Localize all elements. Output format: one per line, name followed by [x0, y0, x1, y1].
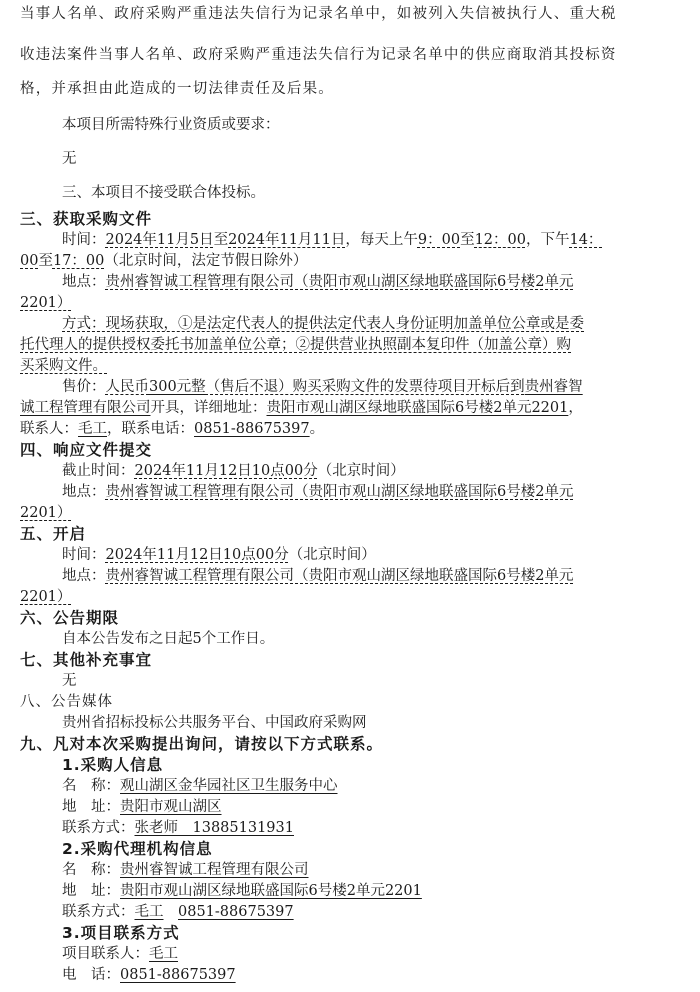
project-phone: 0851-88675397 — [120, 967, 236, 983]
s3-price-line: 售价：人民币300元整（售后不退）购买采购文件的发票待项目开标后到贵州睿智 — [62, 379, 583, 395]
buyer-name-line: 名 称：观山湖区金华园社区卫生服务中心 — [62, 778, 338, 794]
s4-deadline: 2024年11月12日10点00分 — [134, 463, 318, 479]
agent-phone: 0851-88675397 — [178, 904, 294, 920]
s3-method-line-1: 方式：现场获取，①是法定代表人的提供法定代表人身份证明加盖单位公章或是委 — [62, 316, 584, 332]
project-phone-line: 电 话：0851-88675397 — [62, 967, 236, 983]
s3-time-line-cont: 00至17：00（北京时间，法定节假日除外） — [20, 253, 308, 269]
consortium-statement: 三、本项目不接受联合体投标。 — [62, 185, 265, 201]
buyer-info-heading: 1.采购人信息 — [62, 756, 164, 774]
s4-place-line: 地点：贵州睿智诚工程管理有限公司（贵阳市观山湖区绿地联盛国际6号楼2单元 — [62, 484, 574, 500]
s3-place-value: 贵州睿智诚工程管理有限公司（贵阳市观山湖区绿地联盛国际6号楼2单元 — [105, 274, 574, 290]
section-5-heading: 五、开启 — [20, 525, 87, 543]
agent-name-line: 名 称：贵州睿智诚工程管理有限公司 — [62, 862, 309, 878]
special-requirement-label: 本项目所需特殊行业资质或要求： — [62, 117, 280, 133]
buyer-contact-line: 联系方式：张老师 13885131931 — [62, 820, 294, 836]
s3-place-line-cont: 2201） — [20, 295, 72, 311]
buyer-address-line: 地 址：贵阳市观山湖区 — [62, 799, 222, 815]
project-contact: 毛工 — [149, 946, 178, 962]
s3-method-line-3: 买采购文件。 — [20, 358, 107, 374]
section-3-heading: 三、获取采购文件 — [20, 210, 153, 228]
agent-address: 贵阳市观山湖区绿地联盛国际6号楼2单元2201 — [120, 883, 422, 899]
s3-time-start: 2024年11月5日 — [105, 232, 214, 248]
project-contact-heading: 3.项目联系方式 — [62, 924, 180, 942]
s3-price-line-cont: 诚工程管理有限公司开具，详细地址：贵阳市观山湖区绿地联盛国际6号楼2单元2201， — [20, 400, 583, 416]
project-contact-line: 项目联系人：毛工 — [62, 946, 178, 962]
section-4-heading: 四、响应文件提交 — [20, 441, 153, 459]
section-8-heading: 八、公告媒体 — [20, 694, 113, 710]
agent-address-line: 地 址：贵阳市观山湖区绿地联盛国际6号楼2单元2201 — [62, 883, 422, 899]
s5-place-line: 地点：贵州睿智诚工程管理有限公司（贵阳市观山湖区绿地联盛国际6号楼2单元 — [62, 568, 574, 584]
s8-text: 贵州省招标投标公共服务平台、中国政府采购网 — [62, 715, 367, 731]
s4-deadline-line: 截止时间：2024年11月12日10点00分（北京时间） — [62, 463, 405, 479]
agent-info-heading: 2.采购代理机构信息 — [62, 840, 213, 858]
agent-contact-line: 联系方式：毛工 0851-88675397 — [62, 904, 294, 920]
s3-time-line: 时间：2024年11月5日至2024年11月11日，每天上午9：00至12：00，下午14： — [62, 232, 603, 248]
s5-time-line: 时间：2024年11月12日10点00分（北京时间） — [62, 547, 376, 563]
s3-place-line: 地点：贵州睿智诚工程管理有限公司（贵阳市观山湖区绿地联盛国际6号楼2单元 — [62, 274, 574, 290]
s3-contact-line: 联系人：毛工，联系电话：0851-88675397。 — [20, 421, 325, 437]
s3-time-end: 2024年11月11日 — [228, 232, 346, 248]
agent-name: 贵州睿智诚工程管理有限公司 — [120, 862, 309, 878]
s4-place-line-cont: 2201） — [20, 505, 72, 521]
s6-text: 自本公告发布之日起5个工作日。 — [62, 631, 275, 647]
intro-line-3: 格，并承担由此造成的一切法律责任及后果。 — [20, 81, 334, 97]
buyer-name: 观山湖区金华园社区卫生服务中心 — [120, 778, 338, 794]
s5-place-line-cont: 2201） — [20, 589, 72, 605]
s3-phone: 0851-88675397 — [194, 421, 310, 437]
s5-time-value: 2024年11月12日10点00分 — [105, 547, 289, 563]
section-9-heading: 九、凡对本次采购提出询问，请按以下方式联系。 — [20, 735, 384, 753]
section-6-heading: 六、公告期限 — [20, 609, 120, 627]
section-7-heading: 七、其他补充事宜 — [20, 651, 153, 669]
buyer-contact: 张老师 13885131931 — [134, 820, 294, 836]
special-requirement-value: 无 — [62, 151, 77, 167]
buyer-address: 贵阳市观山湖区 — [120, 799, 222, 815]
intro-line-2: 收违法案件当事人名单、政府采购严重违法失信行为记录名单中的供应商取消其投标资 — [20, 47, 617, 63]
intro-line-1: 当事人名单、政府采购严重违法失信行为记录名单中，如被列入失信被执行人、重大税 — [20, 6, 617, 22]
s3-method-line-2: 托代理人的提供授权委托书加盖单位公章；②提供营业执照副本复印件（加盖公章）购 — [20, 337, 571, 353]
s7-text: 无 — [62, 673, 77, 689]
s3-price-amount: 300元整 — [149, 379, 206, 395]
